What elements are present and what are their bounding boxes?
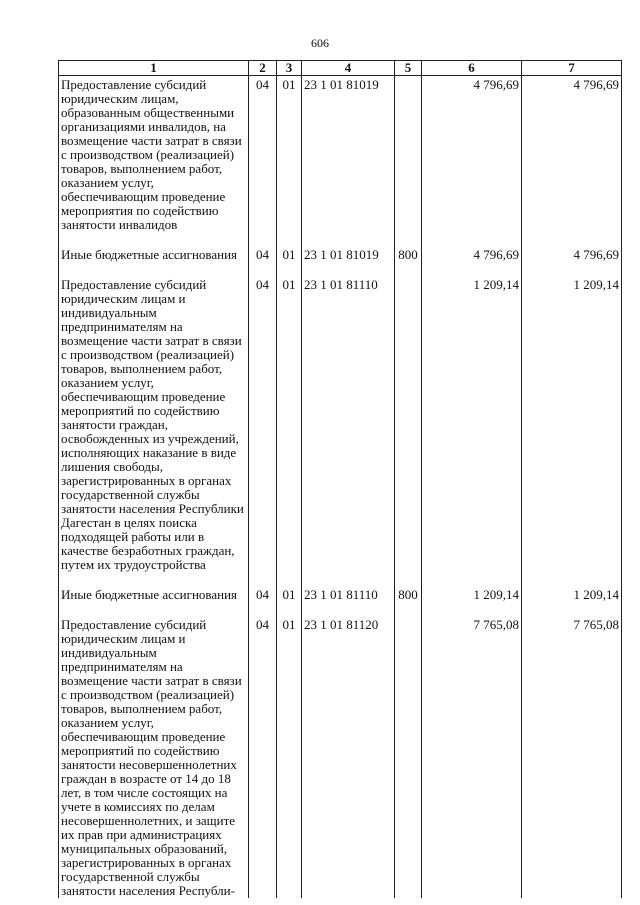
row-amount-col7: 4 796,69: [522, 246, 622, 276]
column-header: 1: [59, 61, 249, 76]
row-name: Иные бюджетные ассигнования: [59, 586, 249, 616]
row-target-article: 23 1 01 81019: [302, 246, 395, 276]
table-row: [59, 246, 622, 276]
row-name: Предоставление субсидий юридическим лицам и индивидуальным предпринимателям на возмещение части затрат в связи с производством (реализацией) товаров, выполнением работ, оказанием услуг, обеспечивающим проведение мероприятий по содействию занятости граждан, освобожденных из учреждений, исполняющих наказание в виде лишения свободы, зарегистрированных в органах государственной службы занятости населения Республики Дагестан в целях поиска подходящей работы или в качестве безработных граждан, путем их трудоустройства: [59, 276, 249, 586]
row-name: Предоставление субсидий юридическим лицам, образованным общественными организациями инвалидов, на возмещение части затрат в связи с производством (реализацией) товаров, выполнением работ, оказанием услуг, обеспечивающим проведение мероприятия по содействию занятости инвалидов: [59, 76, 249, 247]
column-header: 3: [277, 61, 302, 76]
page-number: 606: [311, 36, 329, 50]
row-expense-type: [395, 276, 422, 586]
row-expense-type: [395, 616, 422, 898]
row-name: Предоставление субсидий юридическим лицам и индивидуальным предпринимателям на возмещение части затрат в связи с производством (реализацией) товаров, выполнением работ, оказанием услуг, обеспечивающим проведение мероприятий по содействию занятости несовершеннолетних граждан в возрасте от 14 до 18 лет, в том числе состоящих на учете в комиссиях по делам несовершеннолетних, и защите их прав при администрациях муниципальных образований, зарегистрированных в органах государственной службы занятости населения Республи-: [59, 616, 249, 898]
row-amount-col7: 4 796,69: [522, 76, 622, 247]
row-amount-col6: 7 765,08: [422, 616, 522, 898]
row-expense-type: 800: [395, 246, 422, 276]
row-section-code: 04: [249, 616, 277, 898]
row-section-code: 04: [249, 76, 277, 247]
row-target-article: 23 1 01 81110: [302, 276, 395, 586]
row-expense-type: [395, 76, 422, 247]
row-subsection-code: 01: [277, 276, 302, 586]
row-target-article: 23 1 01 81110: [302, 586, 395, 616]
row-section-code: 04: [249, 276, 277, 586]
row-amount-col7: 7 765,08: [522, 616, 622, 898]
row-amount-col7: 1 209,14: [522, 276, 622, 586]
row-subsection-code: 01: [277, 586, 302, 616]
column-header: 6: [422, 61, 522, 76]
column-header: 4: [302, 61, 395, 76]
row-amount-col6: 4 796,69: [422, 246, 522, 276]
table-row: [59, 76, 622, 247]
row-subsection-code: 01: [277, 246, 302, 276]
table-header-row: [59, 61, 622, 76]
row-section-code: 04: [249, 246, 277, 276]
row-amount-col7: 1 209,14: [522, 586, 622, 616]
table-row: [59, 616, 622, 898]
row-amount-col6: 1 209,14: [422, 586, 522, 616]
column-header: 7: [522, 61, 622, 76]
table-row: [59, 276, 622, 586]
row-target-article: 23 1 01 81019: [302, 76, 395, 247]
row-name: Иные бюджетные ассигнования: [59, 246, 249, 276]
row-section-code: 04: [249, 586, 277, 616]
column-header: 5: [395, 61, 422, 76]
row-amount-col6: 4 796,69: [422, 76, 522, 247]
row-target-article: 23 1 01 81120: [302, 616, 395, 898]
row-amount-col6: 1 209,14: [422, 276, 522, 586]
row-subsection-code: 01: [277, 76, 302, 247]
column-header: 2: [249, 61, 277, 76]
row-expense-type: 800: [395, 586, 422, 616]
budget-table: [58, 60, 622, 898]
row-subsection-code: 01: [277, 616, 302, 898]
table-row: [59, 586, 622, 616]
